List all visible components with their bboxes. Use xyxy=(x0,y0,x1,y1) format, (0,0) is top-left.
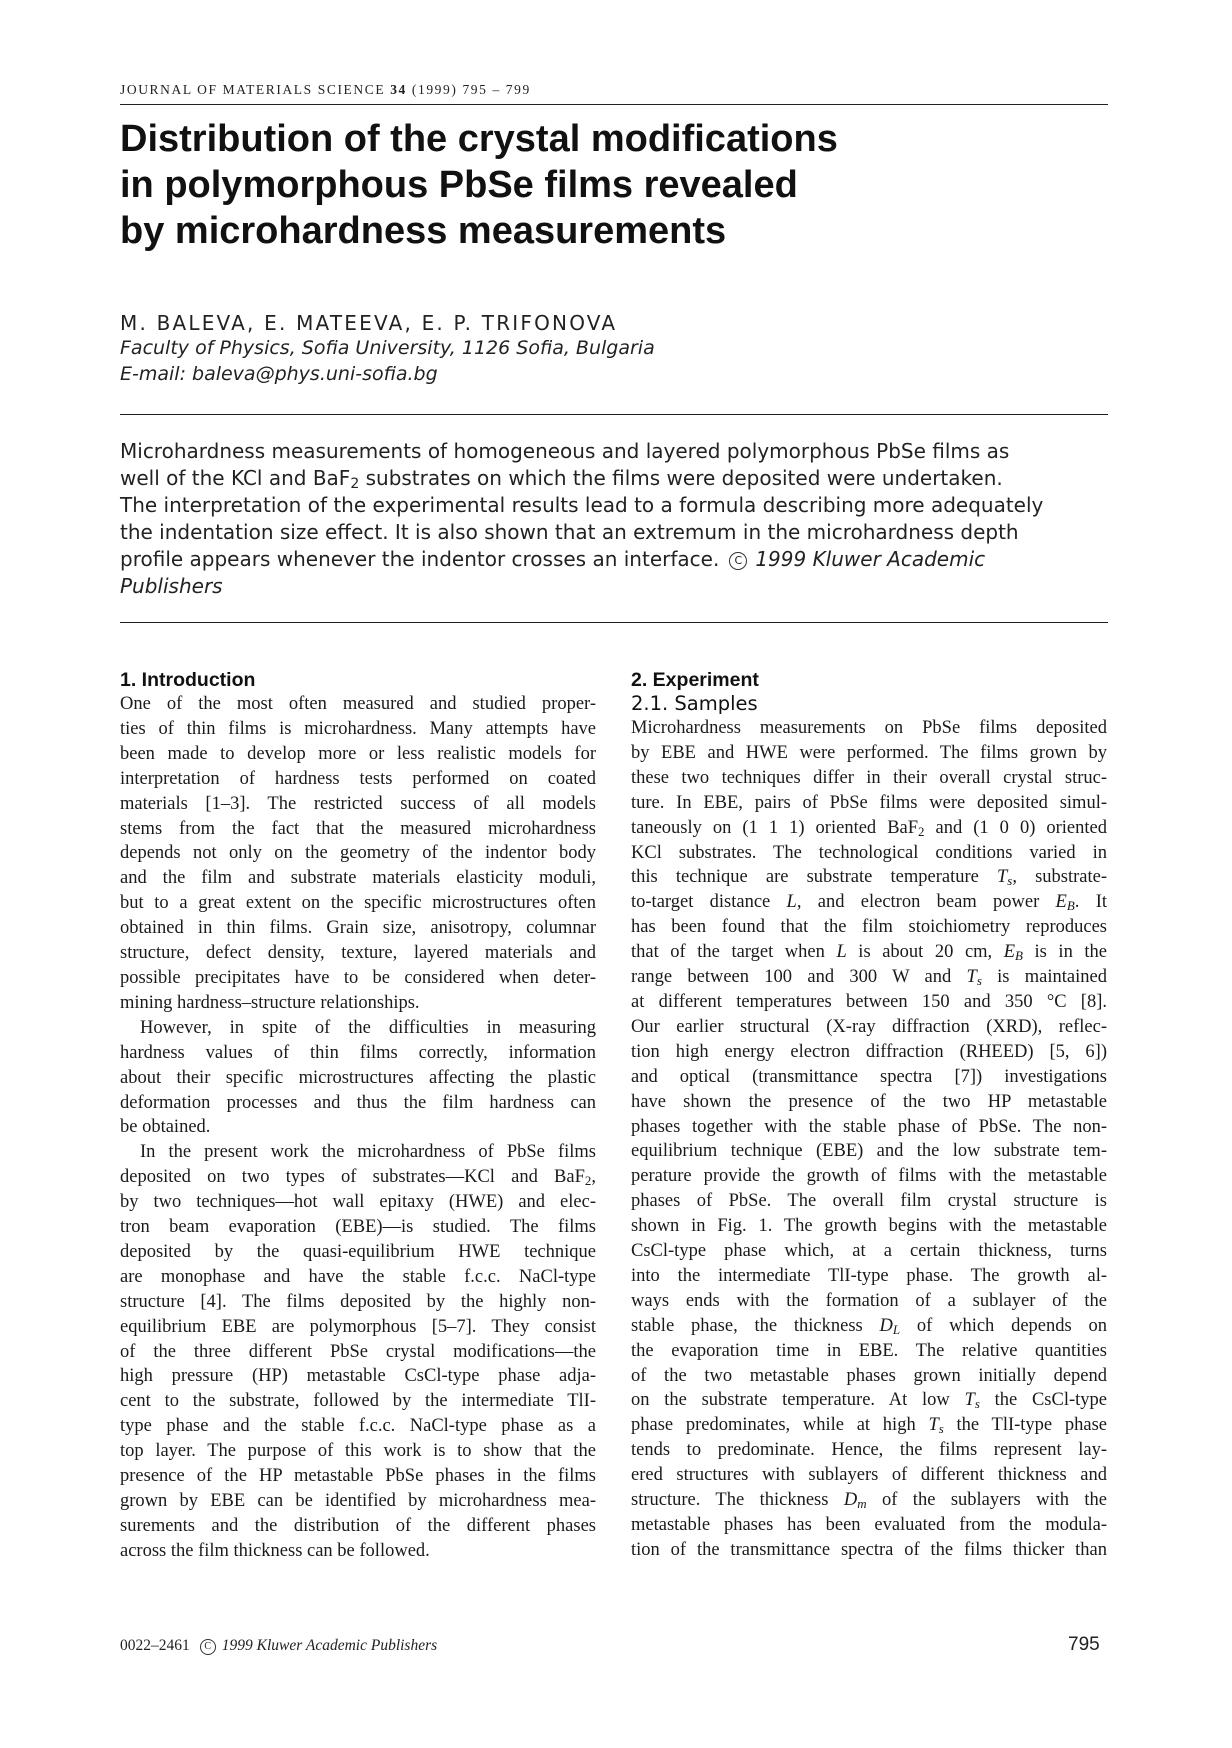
journal-name: JOURNAL OF MATERIALS SCIENCE xyxy=(120,82,386,97)
journal-header xyxy=(120,82,531,98)
text-line: type phase and the stable f.c.c. NaCl-type phase as a xyxy=(120,1416,596,1437)
text-line: these two techniques differ in their overall crystal struc- xyxy=(631,767,1107,788)
abstract xyxy=(120,438,1108,600)
journal-volume: 34 xyxy=(390,82,407,97)
abstract-copyright: 1999 Kluwer Academic xyxy=(755,547,986,571)
text-line: tends to predominate. Hence, the films represent lay- xyxy=(631,1440,1107,1461)
text-line: of the three different PbSe crystal modifications—the xyxy=(120,1341,596,1362)
text-line: depends not only on the geometry of the indentor body xyxy=(120,843,596,864)
text-line: tion of the transmittance spectra of the films thicker than xyxy=(631,1539,1107,1560)
text-line: by two techniques—hot wall epitaxy (HWE) and elec- xyxy=(120,1192,596,1213)
text-line: top layer. The purpose of this work is to show that the xyxy=(120,1441,596,1462)
text-line: grown by EBE can be identified by microhardness mea- xyxy=(120,1491,596,1511)
right-column xyxy=(631,668,1107,1563)
title-line: in polymorphous PbSe films revealed xyxy=(120,164,798,206)
samples-body xyxy=(631,716,1107,1563)
text-line: One of the most often measured and studied proper- xyxy=(120,694,596,714)
copyright-icon: C xyxy=(729,552,747,570)
text-line: possible precipitates have to be considered when deter- xyxy=(120,967,596,988)
text-line: shown in Fig. 1. The growth begins with the metastable xyxy=(631,1216,1107,1237)
abstract-top-rule xyxy=(120,414,1108,415)
text-line: However, in spite of the difficulties in measuring xyxy=(140,1017,596,1038)
text-line: been made to develop more or less realistic models for xyxy=(120,743,596,764)
text-line: into the intermediate TlI-type phase. The growth al- xyxy=(631,1265,1107,1286)
issn: 0022–2461 xyxy=(120,1637,190,1654)
text-line: has been found that the film stoichiometry reproduces xyxy=(631,917,1107,938)
subsection-heading-samples: 2.1. Samples xyxy=(631,692,758,715)
text-line: of the two metastable phases grown initially depend xyxy=(631,1365,1107,1386)
text-line: deposited on two types of substrates—KCl and BaF$_2$, xyxy=(120,1167,596,1189)
text-line: and optical (transmittance spectra [7]) investigations xyxy=(631,1066,1107,1087)
text-line: equilibrium EBE are polymorphous [5–7]. They consist xyxy=(120,1316,596,1337)
abstract-line: well of the KCl and BaF$_2$ substrates on which the films were deposited were undertaken. xyxy=(120,466,1003,492)
abstract-copyright-cont: Publishers xyxy=(120,574,223,598)
introduction-body xyxy=(120,692,596,1564)
text-line: at different temperatures between 150 and 350 °C [8]. xyxy=(631,991,1107,1012)
text-line: structure. The thickness $D_m$ of the sublayers with the xyxy=(631,1490,1107,1512)
text-line: the evaporation time in EBE. The relative quantities xyxy=(631,1340,1107,1361)
abstract-line: profile appears whenever the indentor crosses an interface. C 1999 Kluwer Academic xyxy=(120,547,986,571)
header-rule xyxy=(120,104,1108,105)
text-line: this technique are substrate temperature $T_s$, substrate- xyxy=(631,867,1107,889)
section-heading-experiment: 2. Experiment xyxy=(631,669,759,691)
text-line: are monophase and have the stable f.c.c. NaCl-type xyxy=(120,1266,596,1287)
text-line: to-target distance L, and electron beam power $E_B$. It xyxy=(631,892,1107,914)
text-line: interpretation of hardness tests performed on coated xyxy=(120,768,596,789)
text-line: about their specific microstructures affecting the plastic xyxy=(120,1067,596,1088)
text-line: stable phase, the thickness $D_L$ of which depends on xyxy=(631,1315,1107,1337)
authors: M. BALEVA, E. MATEEVA, E. P. TRIFONOVA xyxy=(120,311,618,335)
page-number: 795 xyxy=(1068,1634,1100,1655)
text-line: be obtained. xyxy=(120,1117,211,1138)
text-line: by EBE and HWE were performed. The films grown by xyxy=(631,742,1107,763)
text-line: mining hardness–structure relationships. xyxy=(120,992,420,1013)
title-line: Distribution of the crystal modifications xyxy=(120,118,838,160)
text-line: ways ends with the formation of a sublayer of the xyxy=(631,1290,1107,1311)
text-line: KCl substrates. The technological conditions varied in xyxy=(631,842,1107,863)
text-line: on the substrate temperature. At low $T_s$ the CsCl-type xyxy=(631,1390,1107,1412)
text-line: Our earlier structural (X-ray diffraction (XRD), reflec- xyxy=(631,1016,1107,1037)
text-line: phases together with the stable phase of PbSe. The non- xyxy=(631,1116,1107,1137)
section-heading-introduction: 1. Introduction xyxy=(120,669,256,691)
article-title xyxy=(120,116,1020,254)
text-line: ered structures with sublayers of different thickness and xyxy=(631,1465,1107,1486)
text-line: perature provide the growth of films with the metastable xyxy=(631,1166,1107,1187)
publisher: 1999 Kluwer Academic Publishers xyxy=(221,1637,438,1654)
text-line: that of the target when L is about 20 cm, $E_B$ is in the xyxy=(631,942,1107,964)
footer-publisher-info xyxy=(120,1637,437,1655)
title-line: by microhardness measurements xyxy=(120,210,727,252)
text-line: tron beam evaporation (EBE)—is studied. The films xyxy=(120,1217,596,1238)
text-line: high pressure (HP) metastable CsCl-type phase adja- xyxy=(120,1366,596,1387)
text-line: across the film thickness can be followed. xyxy=(120,1540,430,1561)
text-line: metastable phases has been evaluated from the modula- xyxy=(631,1515,1107,1535)
text-line: surements and the distribution of the different phases xyxy=(120,1515,596,1536)
abstract-line: Microhardness measurements of homogeneous and layered polymorphous PbSe films as xyxy=(120,439,1010,463)
abstract-bottom-rule xyxy=(120,622,1108,623)
affiliation: Faculty of Physics, Sofia University, 1126 Sofia, Bulgaria xyxy=(120,337,655,359)
text-line: In the present work the microhardness of PbSe films xyxy=(140,1142,596,1163)
copyright-icon: C xyxy=(200,1639,216,1655)
left-column xyxy=(120,668,596,1564)
text-line: range between 100 and 300 W and $T_s$ is maintained xyxy=(631,967,1107,989)
text-line: phases of PbSe. The overall film crystal structure is xyxy=(631,1191,1107,1212)
text-line: structure, defect density, texture, layered materials and xyxy=(120,943,596,964)
text-line: equilibrium technique (EBE) and the low substrate tem- xyxy=(631,1141,1107,1162)
text-line: ture. In EBE, pairs of PbSe films were deposited simul- xyxy=(631,792,1107,813)
text-line: tion high energy electron diffraction (RHEED) [5, 6]) xyxy=(631,1041,1107,1062)
text-line: phase predominates, while at high $T_s$ the TlI-type phase xyxy=(631,1415,1107,1437)
email: E-mail: baleva@phys.uni-sofia.bg xyxy=(120,363,438,385)
text-line: structure [4]. The films deposited by the highly non- xyxy=(120,1291,596,1312)
text-line: ties of thin films is microhardness. Many attempts have xyxy=(120,718,596,739)
text-line: Microhardness measurements on PbSe films deposited xyxy=(631,718,1107,738)
abstract-line: the indentation size effect. It is also shown that an extremum in the microhardness depth xyxy=(120,520,1019,544)
text-line: have shown the presence of the two HP metastable xyxy=(631,1091,1107,1112)
text-line: taneously on (1 1 1) oriented BaF$_2$ and (1 0 0) oriented xyxy=(631,817,1107,839)
journal-year-pages: (1999) 795 – 799 xyxy=(411,82,531,97)
text-line: deformation processes and thus the film hardness can xyxy=(120,1092,596,1113)
text-line: cent to the substrate, followed by the intermediate TlI- xyxy=(120,1391,596,1412)
text-line: materials [1–3]. The restricted success of all models xyxy=(120,793,596,814)
abstract-line: The interpretation of the experimental results lead to a formula describing more adequately xyxy=(120,493,1044,517)
text-line: obtained in thin films. Grain size, anisotropy, columnar xyxy=(120,918,596,939)
text-line: but to a great extent on the specific microstructures often xyxy=(120,893,596,914)
text-line: deposited by the quasi-equilibrium HWE technique xyxy=(120,1241,596,1262)
text-line: hardness values of thin films correctly, information xyxy=(120,1042,596,1063)
text-line: and the film and substrate materials elasticity moduli, xyxy=(120,868,596,889)
text-line: CsCl-type phase which, at a certain thickness, turns xyxy=(631,1241,1107,1262)
text-line: stems from the fact that the measured microhardness xyxy=(120,818,596,839)
text-line: presence of the HP metastable PbSe phases in the films xyxy=(120,1466,596,1487)
